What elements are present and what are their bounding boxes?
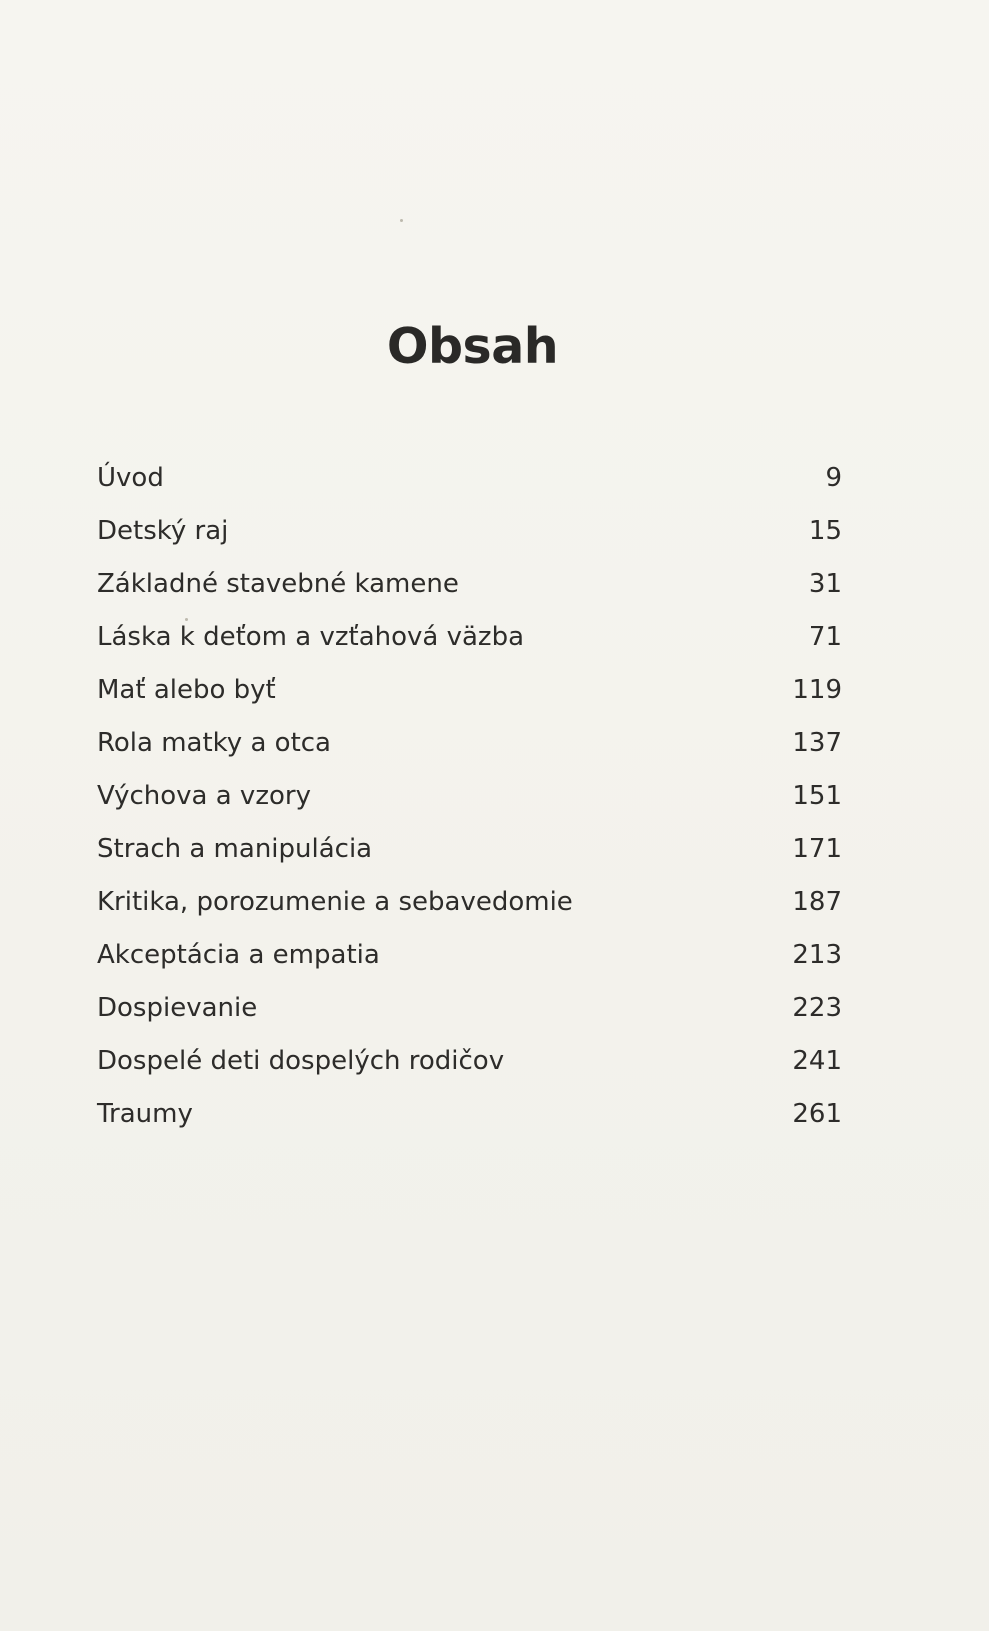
toc-entry-title: Dospievanie [97, 993, 258, 1023]
toc-entry [97, 834, 842, 887]
toc-entry [97, 622, 842, 675]
toc-entry [97, 781, 842, 834]
toc-entry-title: Mať alebo byť [97, 675, 276, 705]
toc-entry [97, 1046, 842, 1099]
toc-entry-page-number: 9 [825, 463, 842, 493]
toc-entry-page-number: 119 [792, 675, 842, 705]
toc-entry-title: Traumy [97, 1099, 193, 1129]
toc-entry-title: Kritika, porozumenie a sebavedomie [97, 887, 573, 917]
toc-entry-title: Dospelé deti dospelých rodičov [97, 1046, 505, 1076]
toc-entry-page-number: 187 [792, 887, 842, 917]
toc-entry-page-number: 171 [792, 834, 842, 864]
toc-entry-title: Láska k deťom a vzťahová väzba [97, 622, 525, 652]
toc-entry-page-number: 151 [792, 781, 842, 811]
toc-entry [97, 887, 842, 940]
toc-entry-page-number: 223 [792, 993, 842, 1023]
toc-entry [97, 993, 842, 1046]
toc-entry-page-number: 15 [808, 516, 842, 546]
toc-entry-title: Výchova a vzory [97, 781, 311, 811]
toc-entry [97, 728, 842, 781]
toc-entry-page-number: 71 [808, 622, 842, 652]
toc-entry-page-number: 261 [792, 1099, 842, 1129]
paper-speck [400, 219, 403, 222]
toc-entry-page-number: 31 [808, 569, 842, 599]
toc-entry [97, 516, 842, 569]
toc-entry-page-number: 213 [792, 940, 842, 970]
toc-entry-title: Základné stavebné kamene [97, 569, 459, 599]
toc-entry-page-number: 241 [792, 1046, 842, 1076]
toc-entry [97, 1099, 842, 1152]
toc-entry-title: Detský raj [97, 516, 229, 546]
toc-entry-title: Rola matky a otca [97, 728, 331, 758]
table-of-contents [97, 463, 842, 1152]
toc-entry-title: Akceptácia a empatia [97, 940, 380, 970]
toc-entry-title: Strach a manipulácia [97, 834, 373, 864]
toc-entry [97, 569, 842, 622]
toc-entry-title: Úvod [97, 463, 164, 493]
toc-entry-page-number: 137 [792, 728, 842, 758]
toc-entry [97, 675, 842, 728]
toc-entry [97, 940, 842, 993]
page-title: Obsah [386, 318, 559, 375]
toc-entry [97, 463, 842, 516]
